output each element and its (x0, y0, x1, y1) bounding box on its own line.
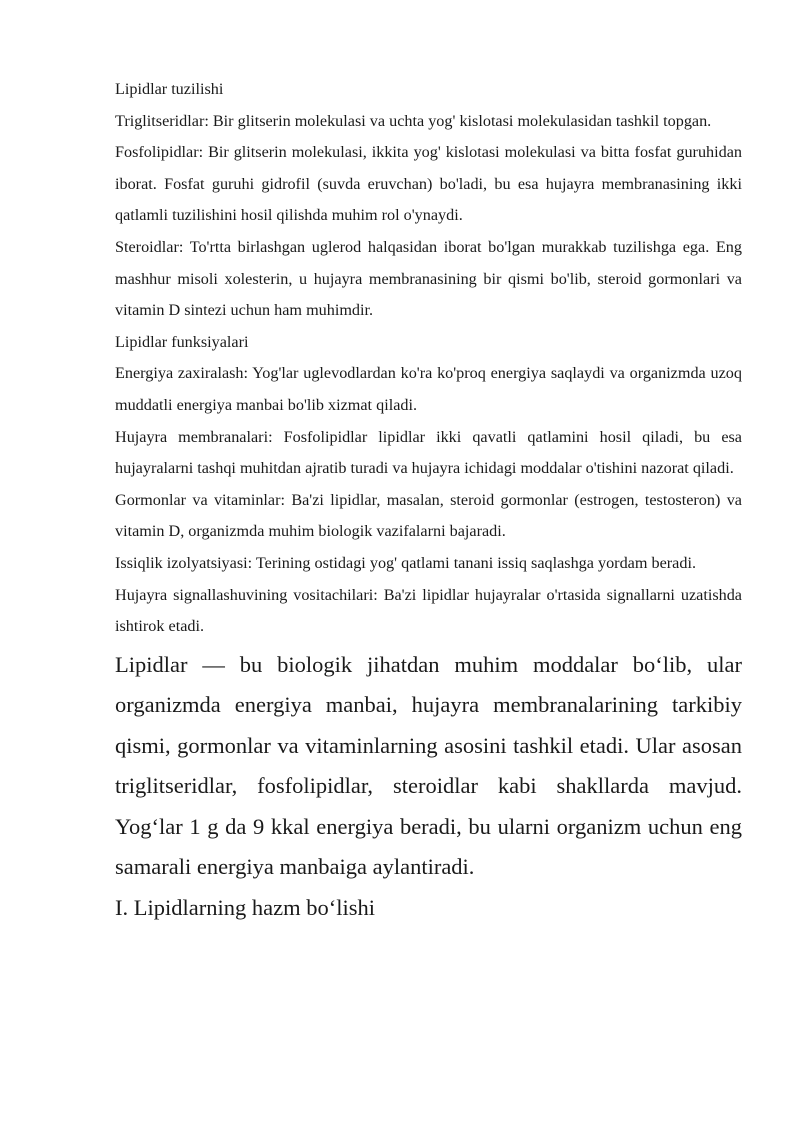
heading-lipid-functions: Lipidlar funksiyalari (115, 332, 249, 351)
paragraph-phospholipids: Fosfolipidlar: Bir glitserin molekulasi, ikkita yog' kislotasi molekulasi va bitta fosfat guruhidan iborat. Fosfat guruhi gidrofil (suvda eruvchan) bo'ladi, bu esa hujayra membranasining ikki qatlamli tuzilishini hosil qilishda muhim rol o'ynaydi. (115, 143, 742, 225)
paragraph-triglycerides: Triglitseridlar: Bir glitserin molekulasi va uchta yog' kislotasi molekulasidan tashkil topgan. (115, 111, 712, 130)
paragraph-thermal-insulation: Issiqlik izolyatsiyasi: Terining ostidagi yog' qatlami tanani issiq saqlashga yordam beradi. (115, 553, 696, 572)
document-page (115, 74, 742, 928)
paragraph-lipids-intro: Lipidlar — bu biologik jihatdan muhim moddalar bo‘lib, ular organizmda energiya manbai, hujayra membranalarining tarkibiy qismi, gormonlar va vitaminlarning asosini tashkil etadi. Ular asosan triglitseridlar, fosfolipidlar, steroidlar kabi shakllarda mavjud. Yog‘lar 1 g da 9 kkal energiya beradi, bu ularni organizm uchun eng samarali energiya manbaiga aylantiradi. (115, 651, 742, 880)
heading-lipid-structure: Lipidlar tuzilishi (115, 80, 224, 98)
paragraph-cell-membranes: Hujayra membranalari: Fosfolipidlar lipidlar ikki qavatli qatlamini hosil qiladi, bu esa hujayralarni tashqi muhitdan ajratib turadi va hujayra ichidagi moddalar o'tishini nazorat qiladi. (115, 427, 742, 478)
large-text-section (115, 645, 742, 929)
small-text-section (115, 74, 742, 643)
section-heading-lipid-digestion: I. Lipidlarning hazm bo‘lishi (115, 894, 375, 920)
paragraph-energy-storage: Energiya zaxiralash: Yog'lar uglevodlardan ko'ra ko'proq energiya saqlaydi va organizmda uzoq muddatli energiya manbai bo'lib xizmat qiladi. (115, 364, 742, 414)
paragraph-hormones-vitamins: Gormonlar va vitaminlar: Ba'zi lipidlar, masalan, steroid gormonlar (estrogen, testosteron) va vitamin D, organizmda muhim biologik vazifalarni bajaradi. (115, 490, 742, 541)
paragraph-steroids: Steroidlar: To'rtta birlashgan uglerod halqasidan iborat bo'lgan murakkab tuzilishga ega. Eng mashhur misoli xolesterin, u hujayra membranasining bir qismi bo'lib, steroid gormonlari va vitamin D sintezi uchun ham muhimdir. (115, 237, 742, 320)
paragraph-cell-signaling: Hujayra signallashuvining vositachilari: Ba'zi lipidlar hujayralar o'rtasida signallarni uzatishda ishtirok etadi. (115, 585, 742, 636)
